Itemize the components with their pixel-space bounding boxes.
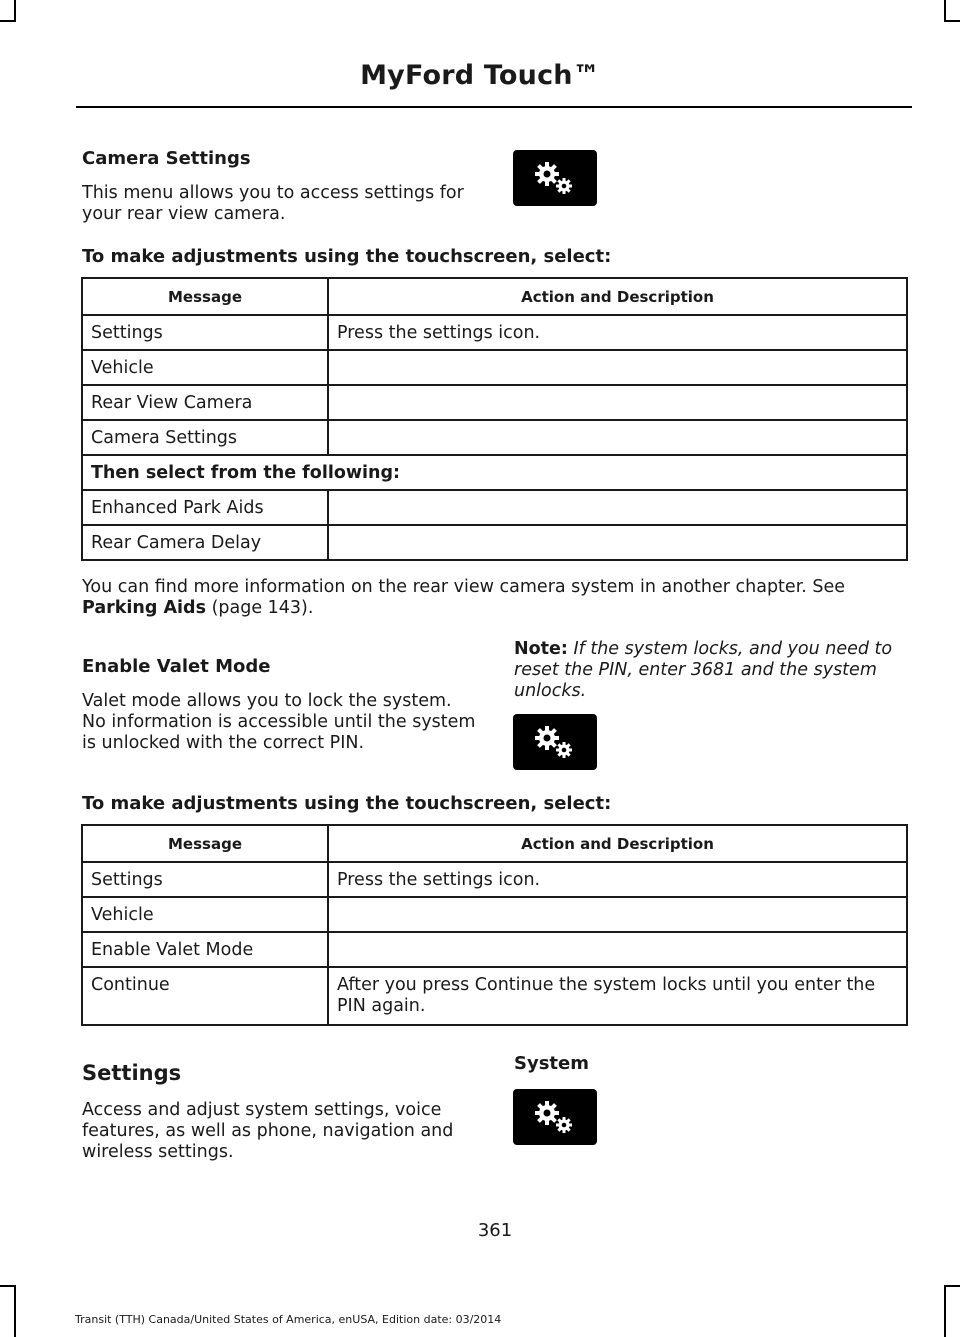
table-row	[82, 932, 907, 967]
table-header-row	[82, 825, 907, 862]
table-row	[82, 420, 907, 455]
cell-action	[328, 420, 907, 455]
camera-settings-heading: Camera Settings	[82, 148, 251, 169]
cell-message: Rear View Camera	[82, 385, 328, 420]
valet-instruction: To make adjustments using the touchscreen, select:	[82, 793, 612, 814]
page-header-title: MyFord Touch™	[360, 60, 600, 91]
camera-more-info	[82, 577, 912, 619]
table-row	[82, 315, 907, 350]
page-number: 361	[477, 1220, 513, 1241]
edition-footer: Transit (TTH) Canada/United States of America, enUSA, Edition date: 03/2014	[75, 1313, 502, 1326]
table-row	[82, 897, 907, 932]
settings-gears-icon	[513, 1089, 597, 1145]
note-text: If the system locks, and you need to reset the PIN, enter 3681 and the system unlocks.	[514, 639, 893, 701]
valet-heading: Enable Valet Mode	[82, 656, 271, 677]
cell-message: Camera Settings	[82, 420, 328, 455]
cell-message: Enable Valet Mode	[82, 932, 328, 967]
cell-message: Enhanced Park Aids	[82, 490, 328, 525]
camera-instruction: To make adjustments using the touchscreen, select:	[82, 246, 612, 267]
cell-action	[328, 897, 907, 932]
cell-action	[328, 350, 907, 385]
more-info-text: You can find more information on the rear view camera system in another chapter. See	[82, 577, 846, 597]
cell-action	[328, 525, 907, 560]
column-header-action: Action and Description	[328, 825, 907, 862]
valet-note	[514, 639, 909, 702]
table-row	[82, 385, 907, 420]
table-row	[82, 967, 907, 1025]
cell-action: Press the settings icon.	[328, 315, 907, 350]
cell-message: Settings	[82, 862, 328, 897]
cell-action	[328, 385, 907, 420]
crop-mark-top-right-v	[944, 0, 946, 22]
settings-heading: Settings	[82, 1061, 182, 1085]
settings-gears-icon	[513, 150, 597, 206]
table-row	[82, 525, 907, 560]
crop-mark-top-left-v	[14, 0, 16, 22]
system-label: System	[514, 1053, 589, 1074]
cell-message: Continue	[82, 967, 328, 1025]
cell-message: Rear Camera Delay	[82, 525, 328, 560]
table-subheading: Then select from the following:	[82, 455, 907, 490]
cell-message: Settings	[82, 315, 328, 350]
valet-mode-table	[81, 824, 908, 1026]
crop-mark-bottom-right-v	[944, 1285, 946, 1337]
cell-message: Vehicle	[82, 350, 328, 385]
link-page-ref: (page 143).	[206, 598, 314, 618]
parking-aids-link[interactable]: Parking Aids	[82, 598, 206, 618]
column-header-action: Action and Description	[328, 278, 907, 315]
table-row	[82, 862, 907, 897]
cell-action: Press the settings icon.	[328, 862, 907, 897]
table-row	[82, 350, 907, 385]
note-label: Note:	[514, 639, 568, 659]
crop-mark-top-left-h	[0, 20, 16, 22]
table-subheading-row	[82, 455, 907, 490]
valet-intro: Valet mode allows you to lock the system. No information is accessible until the system is unlocked with the correct PIN.	[82, 691, 476, 753]
crop-mark-bottom-left-v	[14, 1285, 16, 1337]
camera-settings-intro: This menu allows you to access settings for your rear view camera.	[82, 183, 464, 224]
cell-action: After you press Continue the system locks until you enter the PIN again.	[328, 967, 907, 1025]
settings-gears-icon	[513, 714, 597, 770]
camera-settings-table	[81, 277, 908, 561]
cell-action	[328, 490, 907, 525]
column-header-message: Message	[82, 825, 328, 862]
table-row	[82, 490, 907, 525]
crop-mark-top-right-h	[944, 20, 960, 22]
settings-intro: Access and adjust system settings, voice features, as well as phone, navigation and wireless settings.	[82, 1100, 454, 1162]
cell-action	[328, 932, 907, 967]
column-header-message: Message	[82, 278, 328, 315]
header-rule	[76, 106, 912, 108]
table-header-row	[82, 278, 907, 315]
cell-message: Vehicle	[82, 897, 328, 932]
crop-mark-bottom-right-h	[944, 1285, 960, 1287]
crop-mark-bottom-left-h	[0, 1285, 16, 1287]
